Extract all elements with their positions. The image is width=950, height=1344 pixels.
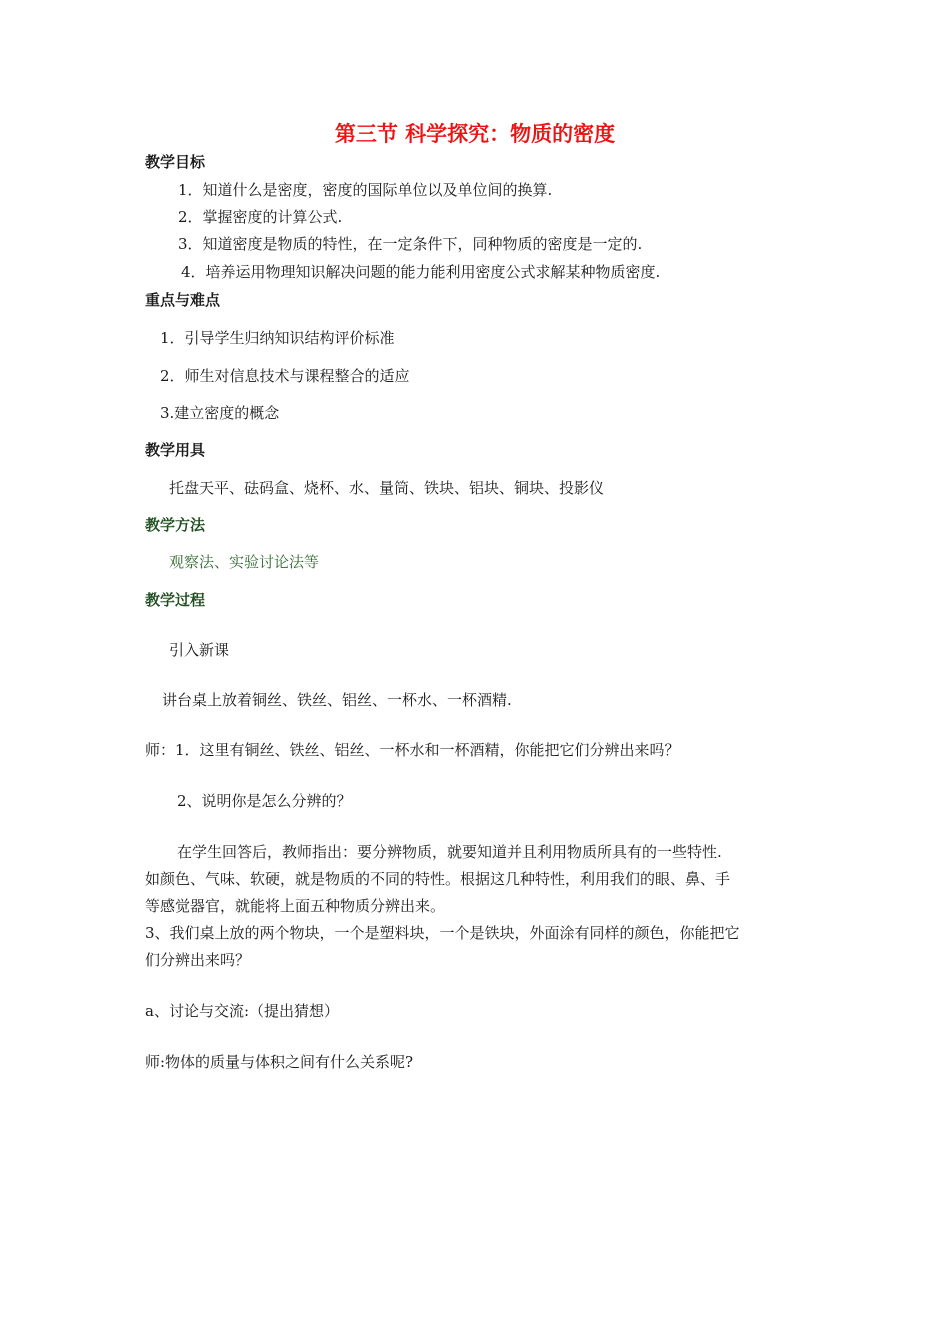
goal-item-3: 3．知道密度是物质的特性，在一定条件下，同种物质的密度是一定的. <box>178 235 643 253</box>
tools-text: 托盘天平、砝码盒、烧杯、水、量筒、铁块、铝块、铜块、投影仪 <box>169 479 605 497</box>
process-question-2: 2、说明你是怎么分辨的？ <box>177 792 352 810</box>
key-point-item-3: 3.建立密度的概念 <box>160 404 280 422</box>
tools-heading: 教学用具 <box>145 441 206 459</box>
goal-item-4: 4．培养运用物理知识解决问题的能力能利用密度公式求解某种物质密度. <box>181 263 661 281</box>
goals-heading: 教学目标 <box>145 153 206 171</box>
document-title: 第三节 科学探究：物质的密度 <box>334 122 616 146</box>
process-heading: 教学过程 <box>145 591 206 609</box>
process-paragraph-line-2: 如颜色、气味、软硬，就是物质的不同的特性。根据这几种特性，利用我们的眼、鼻、手 <box>145 870 731 888</box>
goal-item-1: 1．知道什么是密度，密度的国际单位以及单位间的换算. <box>178 181 553 199</box>
process-paragraph-line-1: 在学生回答后，教师指出：要分辨物质，就要知道并且利用物质所具有的一些特性. <box>177 843 722 861</box>
process-question-1: 师：1．这里有铜丝、铁丝、铝丝、一杯水和一杯酒精，你能把它们分辨出来吗？ <box>145 741 680 759</box>
process-question-3-line-1: 3、我们桌上放的两个物块，一个是塑料块，一个是铁块，外面涂有同样的颜色，你能把它 <box>145 924 740 942</box>
methods-text: 观察法、实验讨论法等 <box>169 553 320 571</box>
process-discussion: a、讨论与交流:（提出猜想） <box>145 1002 339 1020</box>
key-point-item-2: 2．师生对信息技术与课程整合的适应 <box>160 367 410 385</box>
process-intro: 引入新课 <box>169 641 230 659</box>
key-points-heading: 重点与难点 <box>145 291 221 309</box>
process-paragraph-line-3: 等感觉器官，就能将上面五种物质分辨出来。 <box>145 897 446 915</box>
key-point-item-1: 1．引导学生归纳知识结构评价标准 <box>160 329 395 347</box>
process-setup: 讲台桌上放着铜丝、铁丝、铝丝、一杯水、一杯酒精. <box>162 691 512 709</box>
goal-item-2: 2．掌握密度的计算公式. <box>178 208 343 226</box>
process-teacher-question: 师:物体的质量与体积之间有什么关系呢? <box>145 1053 414 1071</box>
process-question-3-line-2: 们分辨出来吗？ <box>145 951 251 969</box>
methods-heading: 教学方法 <box>145 516 206 534</box>
